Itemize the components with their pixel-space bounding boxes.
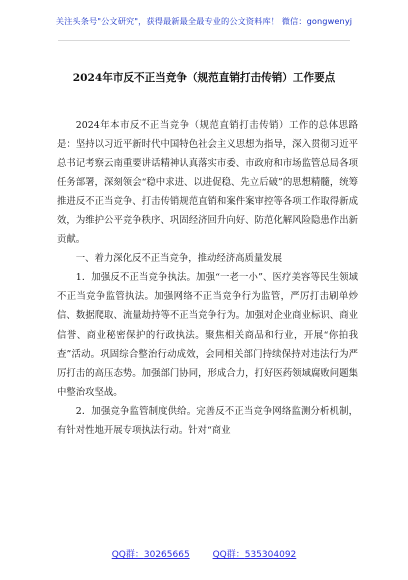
document-title: 2024年市反不正当竞争（规范直销打击传销）工作要点 xyxy=(72,72,336,84)
qq-group-2-number: 535304092 xyxy=(244,550,297,560)
footer-contact xyxy=(0,547,408,560)
paragraph-item-1: 1．加强反不正当竞争执法。加强“一老一小”、医疗美容等民生领域不正当竞争监管执法。加强网络不正当竞争行为监管，严厉打击刷单炒信、数据爬取、流量劫持等不正当竞争行为。加强对企业商业标识、商业信誉、商业秘密保护的行政执法。聚焦相关商品和行业，开展“你拍我查”活动。巩固综合整治行动成效，会同相关部门持续保持对违法行为严厉打击的高压态势。加强部门协同，形成合力，打好医药领域腐败问题集中整治攻坚战。 xyxy=(57,272,358,398)
qq-group-1-label: QQ群： xyxy=(111,550,144,560)
qq-group-1[interactable] xyxy=(112,550,190,560)
paragraph-item-2: 2．加强竞争监管制度供给。完善反不正当竞争网络监测分析机制，有针对性地开展专项执法行动。针对“商业 xyxy=(57,405,358,436)
paragraph-intro: 2024年本市反不正当竞争（规范直销打击传销）工作的总体思路是：坚持以习近平新时代中国特色社会主义思想为指导，深入贯彻习近平总书记考察云南重要讲话精神认真落实市委、市政府和市场监管总局各项任务部署，深刻领会“稳中求进、以进促稳、先立后破”的思想精髓，统筹推进反不正当竞争、打击传销规范直销和案件案审控等各项工作取得新成效，为维护公平竞争秩序、巩固经济回升向好、防范化解风险隐患作出新贡献。 xyxy=(57,120,358,246)
header-divider xyxy=(58,40,350,41)
document-body xyxy=(57,116,358,440)
qq-group-1-number: 30265665 xyxy=(143,550,190,560)
header-banner: 关注头条号"公文研究"，获得最新最全最专业的公文资料库！ 微信：gongwenyj xyxy=(55,16,353,26)
qq-group-2[interactable] xyxy=(213,550,297,560)
section-heading-1: 一、着力深化反不正当竞争，推动经济高质量发展 xyxy=(75,253,283,265)
qq-group-2-label: QQ群： xyxy=(212,550,245,560)
